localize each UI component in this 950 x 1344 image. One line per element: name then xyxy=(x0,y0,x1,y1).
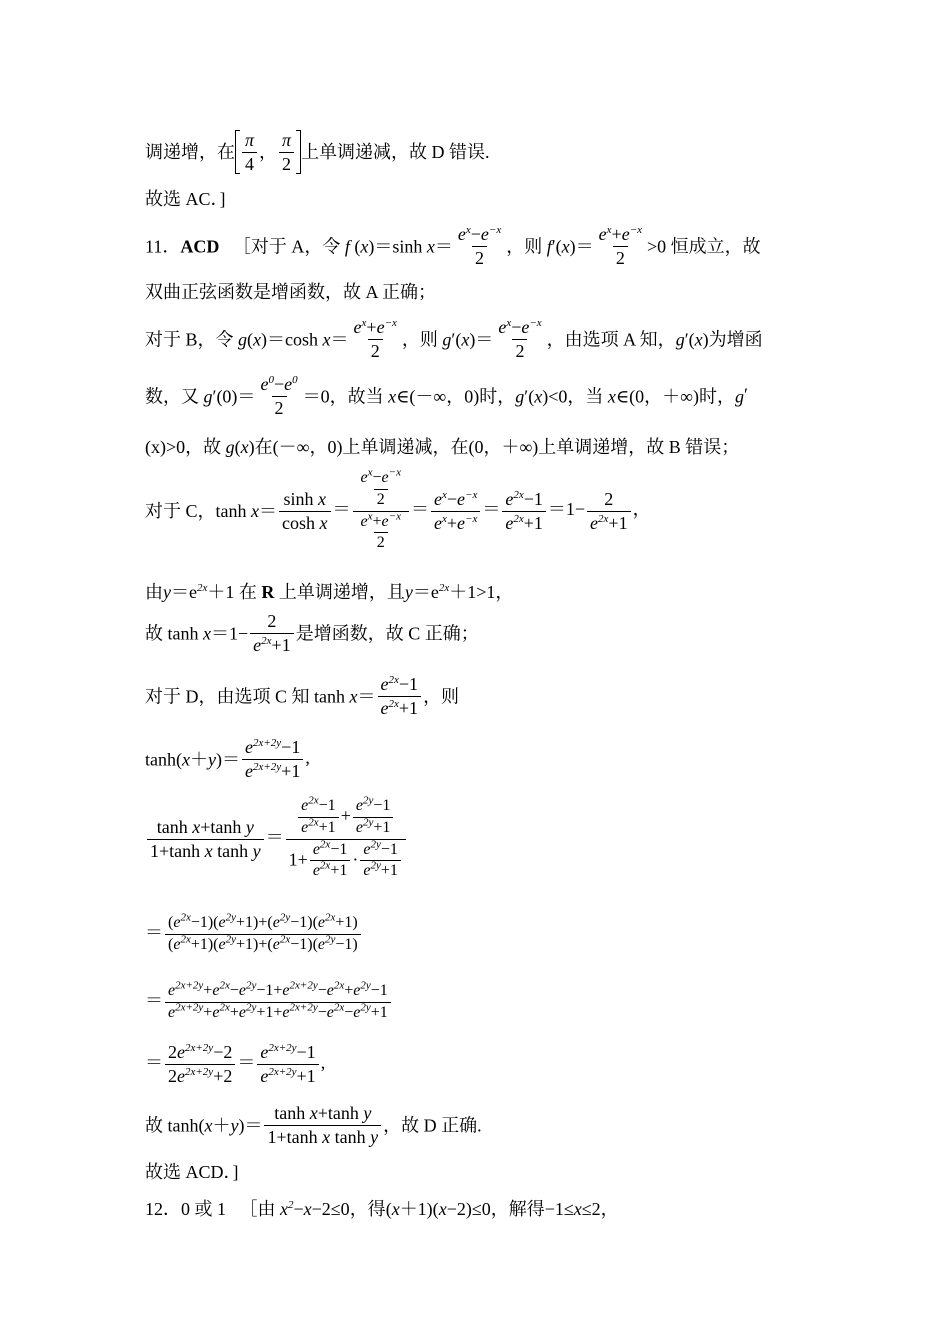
line-16: 故 tanh(x＋y)＝ $\frac{\text{tanh x+tanh y}}{\text{1+tanh x tanh y}}$ ，故 D 正确. xyxy=(145,1103,482,1147)
line-9: 由$y=e^{2x}+1$ 在 R 上单调递增，且$y=e^{2x}+1>1$， xyxy=(145,581,514,602)
line-11: 对于 D，由选项 C 知 tanh x＝ $\frac{e^{2x}-1}{e^{2x}+1}$ ，则 xyxy=(145,674,460,718)
line-2: 故选 AC．] xyxy=(145,189,226,209)
line-18: 12．0 或 1 ［由 $x^2-x-2\le 0$，得(x＋1)(x−2)≤0，解得−1≤x≤2， xyxy=(145,1198,619,1219)
line-7: (x)>0，故 g(x)在(－∞，0)上单调递减，在(0，＋∞)上单调递增，故 B 错误； xyxy=(145,436,740,457)
line-1: 调递增，在 $\frac{\pi}{4}$ ， $\frac{\pi}{2}$ 上单调递减，故 D 错误. xyxy=(145,129,490,174)
line-6: 数，又 g′(0)＝ $\frac{e^0-e^0}{2}$ ＝0，故当 x∈(－∞，0)时，g′(x)<0，当 x∈(0，＋∞)时，g′ xyxy=(145,374,748,418)
line-15: ＝ $\frac{e^{2x+2y}+e^{2x}-e^{2y}-1+e^{2x+2y}-e^{2x}+e^{2y}-1}{e^{2x+2y}+e^{2x}+e^{2y}+1+e^{2x+2y}-e^{2x}-e^{2y}+1}$ xyxy=(145,983,393,1022)
line-15b: ＝ $\frac{2e^{2x+2y}-2}{2e^{2x+2y}+2}$ ＝ $\frac{e^{2x+2y}-1}{e^{2x+2y}+1}$ , xyxy=(145,1042,326,1086)
line-13: $\frac{\text{tanh x+tanh y}}{\text{1+tanh x tanh y}}$ ＝ $\frac{e^{2x}-1}{e^{2x}+1}$ + $\frac{e^{2y}-1}{e^{2y}+1}$ 1+ $\frac{e^{2x}-1}{e^{2x}+1}$ · $\frac{e^{2y}-1}{e^{2y}+1}$ xyxy=(145,798,408,880)
line-17: 故选 ACD．] xyxy=(145,1162,239,1182)
line-5: 对于 B，令 g(x)＝cosh x＝ $\frac{e^x+e^{-x}}{2}$ ，则 g′(x)＝ $\frac{e^x-e^{-x}}{2}$ ，由选项 A 知，g′(x)为增函 xyxy=(145,317,763,361)
line-14: ＝ $\frac{(e^{2x}-1)(e^{2y}+1)+(e^{2y}-1)(e^{2x}+1)}{(e^{2x}+1)(e^{2y}+1)+(e^{2x}-1)(e^{2y}-1)}$ xyxy=(145,915,363,954)
line-12: tanh(x＋y)＝ $\frac{e^{2x+2y}-1}{e^{2x+2y}+1}$ , xyxy=(145,737,310,781)
line-3: 11．ACD ［对于 A，令 f (x)＝sinh x＝ $\frac{e^x-e^{-x}}{2}$ ，则 f′(x)＝ $\frac{e^x+e^{-x}}{2}$ >0 恒成立，故 xyxy=(145,224,761,268)
line-10: 故 tanh x＝1− $\frac{2}{e^{2x}+1}$ 是增函数，故 C 正确； xyxy=(145,611,479,655)
line-4: 双曲正弦函数是增函数，故 A 正确； xyxy=(145,282,437,302)
line-8: 对于 C，tanh x＝ $\frac{\text{sinh x}}{\text{cosh x}}$ ＝ $\frac{\frac{e^x-e^{-x}}{2}}{\frac{e^x+e^{-x}}{2}}$ ＝ $\frac{e^x-e^{-x}}{e^x+e^{-x}}$ ＝ $\frac{e^{2x}-1}{e^{2x}+1}$ ＝1− $\frac{2}{e^{2x}+1}$ ， xyxy=(145,466,651,552)
